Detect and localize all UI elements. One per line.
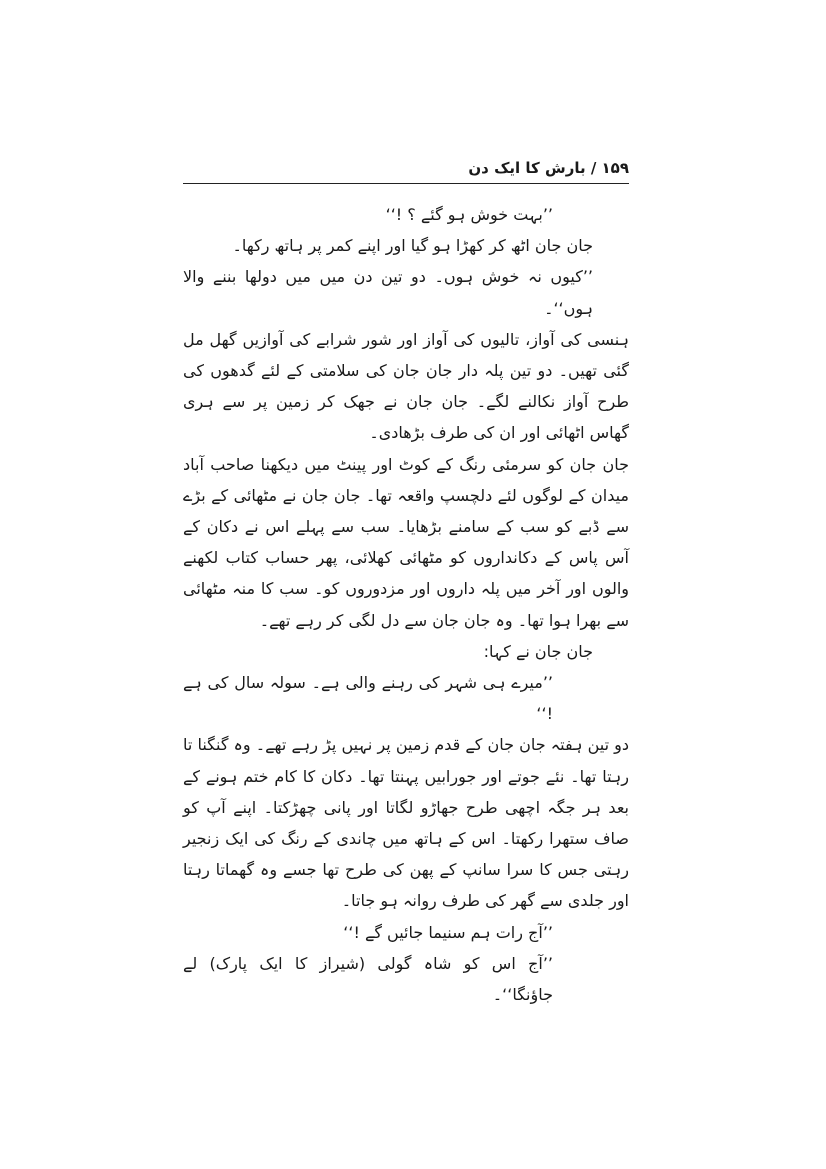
paragraph-narration: جان جان اٹھ کر کھڑا ہو گیا اور اپنے کمر پر ہاتھ رکھا۔ (232, 236, 593, 256)
body-text (183, 199, 629, 1010)
paragraph-dialogue: ’’کیوں نہ خوش ہوں۔ دو تین دن میں میں دولھا بننے والا ہوں‘‘۔ (183, 267, 593, 318)
paragraph-narration: ہنسی کی آواز، تالیوں کی آواز اور شور شرابے کی آوازیں گھل مل گئی تھیں۔ دو تین پلہ دار جان جان کی سلامتی کے لئے گدھوں کی طرح آواز نکالنے لگے۔ جان جان نے جھک کر زمین پر سے ہری گھاس اٹھائی اور ان کی طرف بڑھادی۔ (183, 329, 629, 443)
paragraph-dialogue: ’’آج اس کو شاہ گولی (شیراز کا ایک پارک) لے جاؤنگا‘‘۔ (183, 953, 553, 1005)
running-head: ۱۵۹ / بارش کا ایک دن (468, 159, 629, 177)
paragraph-dialogue: ’’بہت خوش ہو گئے ؟ !‘‘ (385, 205, 553, 224)
paragraph-narration: جان جان نے کہا: (483, 641, 593, 661)
paragraph-dialogue: ’’آج رات ہم سنیما جائیں گے !‘‘ (343, 922, 553, 942)
paragraph-dialogue: ’’میرے ہی شہر کی رہنے والی ہے۔ سولہ سال کی ہے !‘‘ (183, 673, 553, 724)
paragraph-narration: دو تین ہفتہ جان جان کے قدم زمین پر نہیں پڑ رہے تھے۔ وہ گنگنا تا رہتا تھا۔ نئے جوتے اور جورابیں پہنتا تھا۔ دکان کا کام ختم ہونے کے بعد ہر جگہ اچھی طرح جھاڑو لگاتا اور پانی چھڑکتا۔ اپنے آپ کو صاف ستھرا رکھتا۔ اس کے ہاتھ میں چاندی کے رنگ کی ایک زنجیر رہتی جس کا سرا سانپ کے پھن کی طرح تھا جسے وہ گھماتا رہتا اور جلدی سے گھر کی طرف روانہ ہو جاتا۔ (183, 735, 629, 911)
header-rule (183, 183, 629, 184)
paragraph-narration: جان جان کو سرمئی رنگ کے کوٹ اور پینٹ میں دیکھنا صاحب آباد میدان کے لوگوں لئے دلچسپ واقعہ تھا۔ جان جان نے مٹھائی کے بڑے سے ڈبے کو سب کے سامنے بڑھایا۔ سب سے پہلے اس نے دکان کے آس پاس کے دکانداروں کو مٹھائی کھلائی، پھر حساب کتاب لکھنے والوں اور آخر میں پلہ داروں اور مزدوروں کو۔ سب کا منہ مٹھائی سے بھرا ہوا تھا۔ وہ جان جان سے دل لگی کر رہے تھے۔ (183, 454, 629, 630)
